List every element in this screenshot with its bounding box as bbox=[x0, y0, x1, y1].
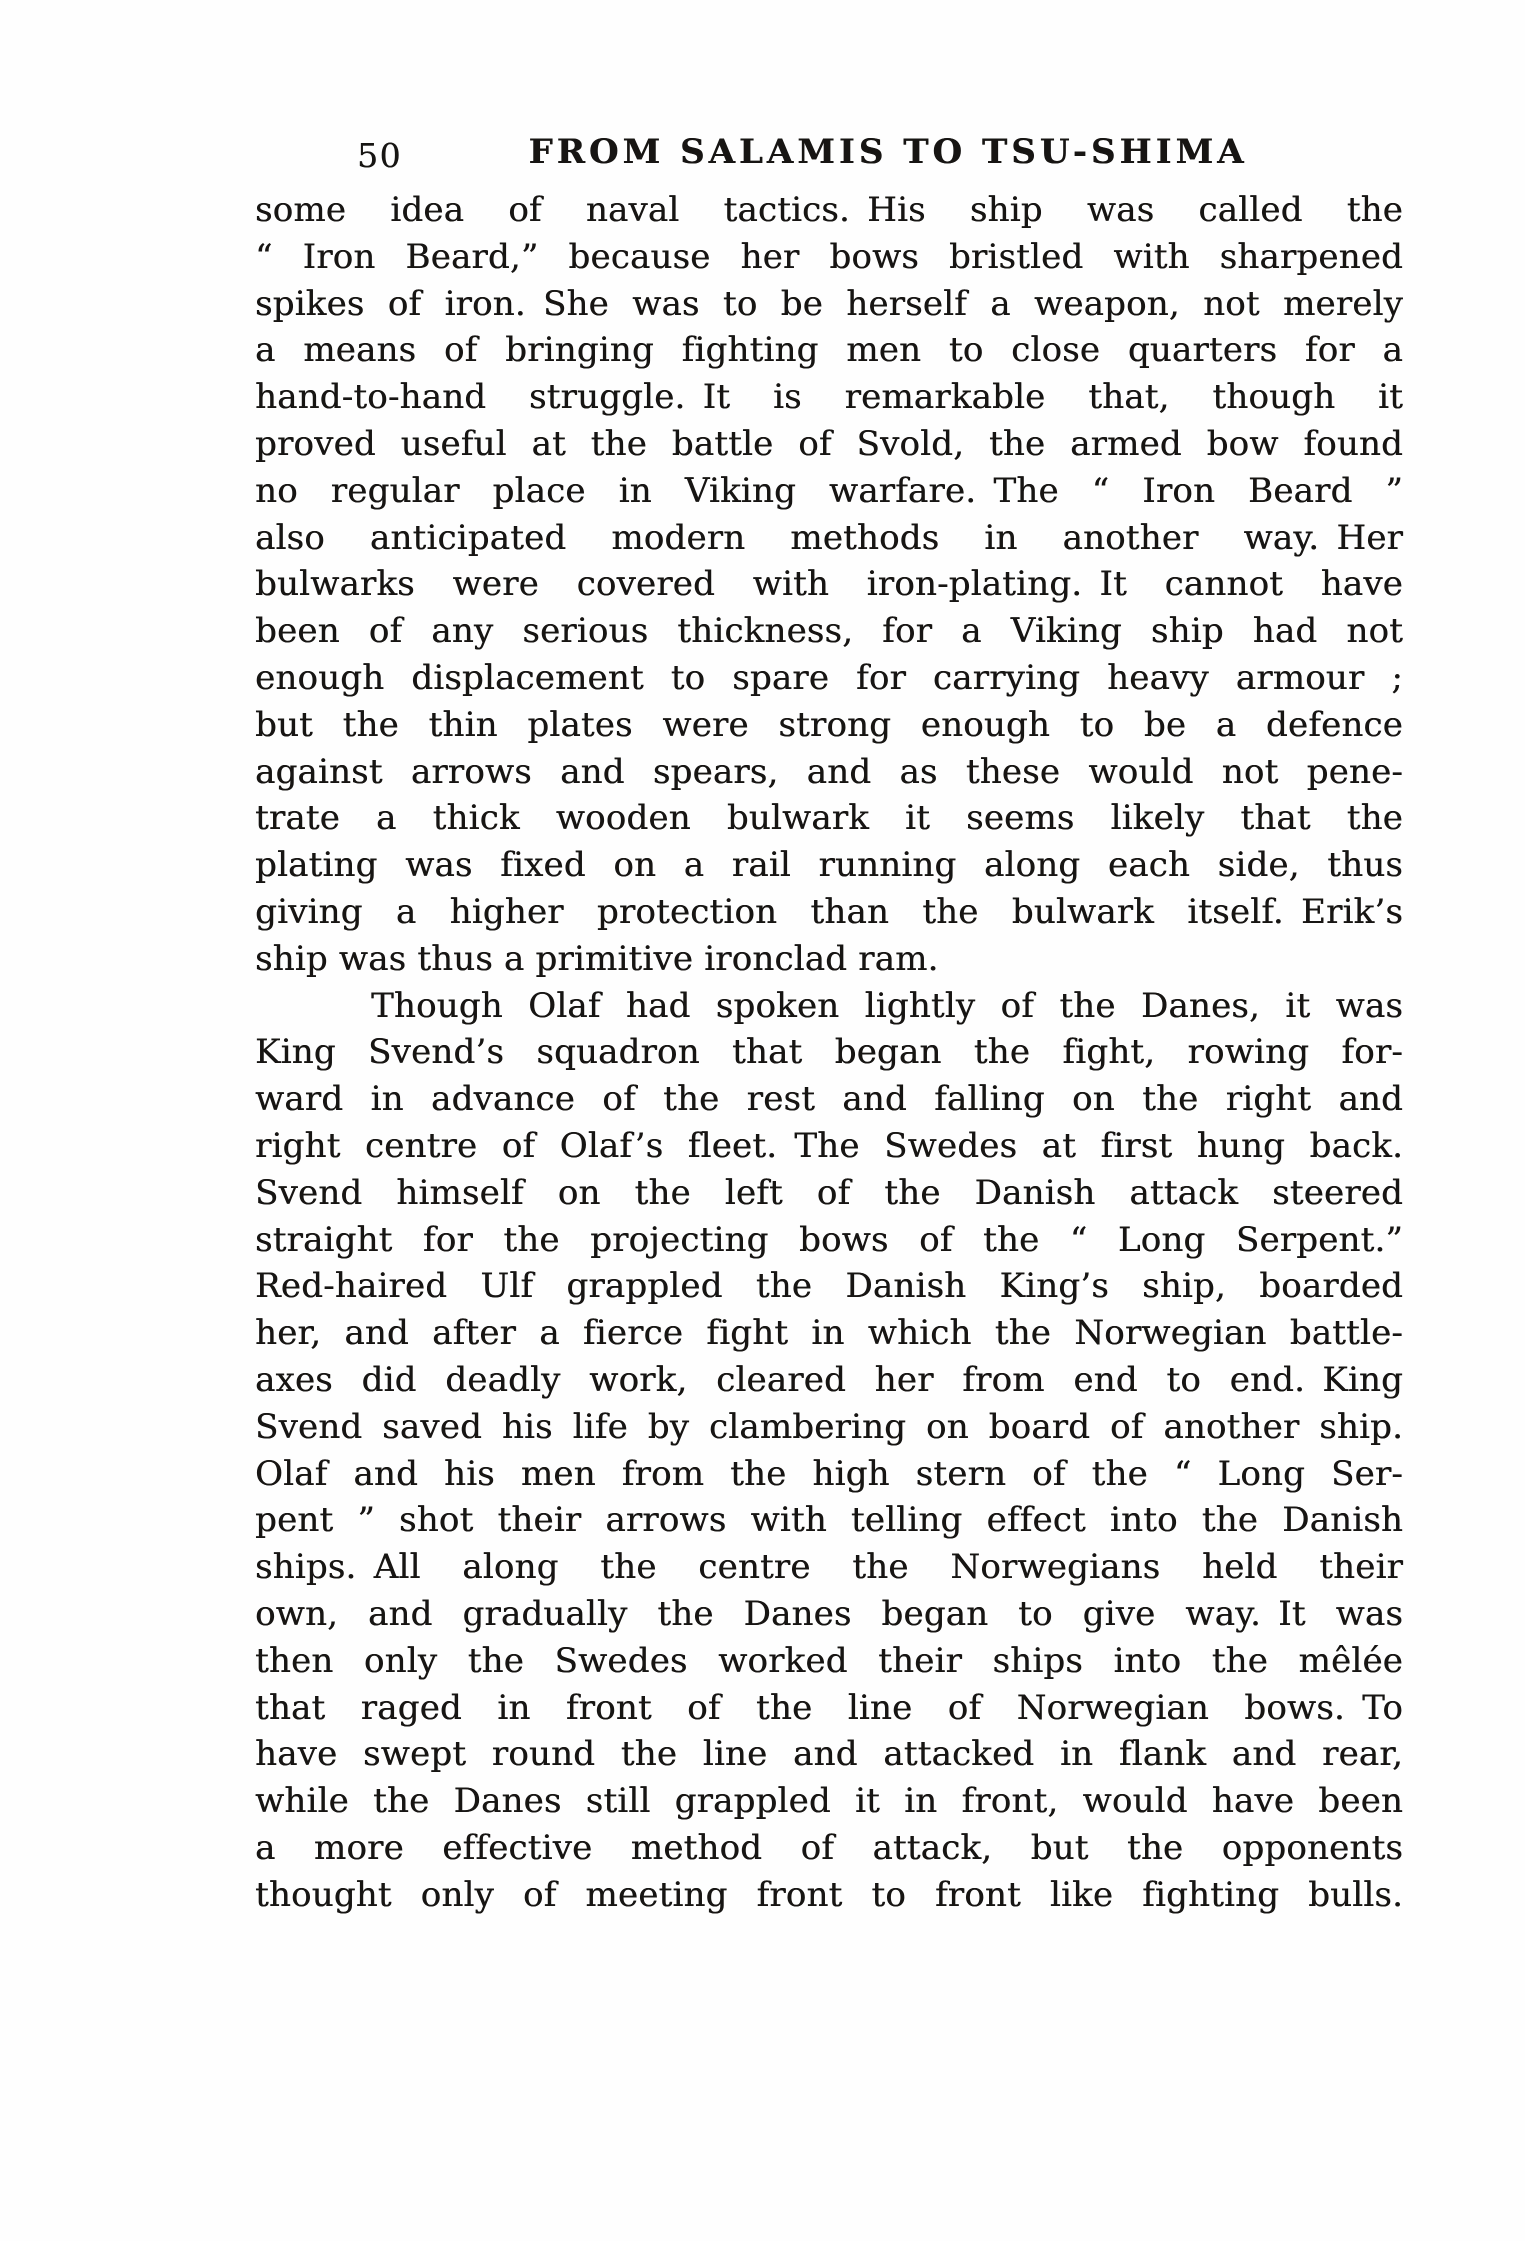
text-line: Olaf and his men from the high stern of the “ Long Ser- bbox=[255, 1453, 1403, 1494]
page-header bbox=[255, 132, 1403, 180]
text-line: enough displacement to spare for carrying heavy armour ; bbox=[255, 657, 1403, 698]
text-line: that raged in front of the line of Norwegian bows. To bbox=[255, 1687, 1403, 1728]
text-line: been of any serious thickness, for a Viking ship had not bbox=[255, 611, 1403, 652]
paragraph bbox=[255, 983, 1403, 1919]
text-line: a more effective method of attack, but the opponents bbox=[255, 1827, 1403, 1868]
text-line: ship was thus a primitive ironclad ram. bbox=[255, 938, 939, 979]
text-line: thought only of meeting front to front like fighting bulls. bbox=[255, 1874, 1403, 1915]
running-title: FROM SALAMIS TO TSU-SHIMA bbox=[528, 132, 1248, 172]
text-line: Svend saved his life by clambering on board of another ship. bbox=[255, 1406, 1403, 1447]
text-line: Red-haired Ulf grappled the Danish King’s ship, boarded bbox=[255, 1266, 1403, 1307]
page-body bbox=[255, 187, 1403, 1918]
text-line: have swept round the line and attacked in flank and rear, bbox=[255, 1734, 1403, 1775]
text-line: own, and gradually the Danes began to give way. It was bbox=[255, 1593, 1403, 1634]
text-line: her, and after a fierce fight in which the Norwegian battle- bbox=[255, 1313, 1403, 1354]
text-line: King Svend’s squadron that began the fight, rowing for- bbox=[255, 1032, 1403, 1073]
text-line: right centre of Olaf’s fleet. The Swedes at first hung back. bbox=[255, 1125, 1403, 1166]
text-line: pent ” shot their arrows with telling effect into the Danish bbox=[255, 1500, 1403, 1541]
text-line: hand-to-hand struggle. It is remarkable that, though it bbox=[255, 377, 1403, 418]
text-line: a means of bringing fighting men to close quarters for a bbox=[255, 330, 1403, 371]
text-line: plating was fixed on a rail running along each side, thus bbox=[255, 845, 1403, 886]
text-line: some idea of naval tactics. His ship was called the bbox=[255, 190, 1403, 230]
text-line: giving a higher protection than the bulwark itself. Erik’s bbox=[255, 891, 1403, 932]
text-line: axes did deadly work, cleared her from end to end. King bbox=[255, 1359, 1403, 1400]
text-line: Svend himself on the left of the Danish attack steered bbox=[255, 1172, 1403, 1213]
paragraph bbox=[255, 187, 1403, 983]
text-line: “ Iron Beard,” because her bows bristled with sharpened bbox=[255, 236, 1403, 277]
text-line: but the thin plates were strong enough to be a defence bbox=[255, 704, 1403, 745]
text-line: also anticipated modern methods in another way. Her bbox=[255, 517, 1403, 558]
text-line: trate a thick wooden bulwark it seems likely that the bbox=[255, 798, 1403, 839]
text-line: Though Olaf had spoken lightly of the Danes, it was bbox=[371, 985, 1403, 1026]
text-line: then only the Swedes worked their ships into the mêlée bbox=[255, 1640, 1403, 1681]
page-number: 50 bbox=[357, 136, 402, 175]
text-line: while the Danes still grappled it in front, would have been bbox=[255, 1781, 1403, 1822]
text-line: ships. All along the centre the Norwegians held their bbox=[255, 1547, 1403, 1588]
text-line: no regular place in Viking warfare. The “ Iron Beard ” bbox=[255, 470, 1403, 511]
text-line: ward in advance of the rest and falling on the right and bbox=[255, 1079, 1403, 1120]
text-line: bulwarks were covered with iron-plating. It cannot have bbox=[255, 564, 1403, 605]
text-line: spikes of iron. She was to be herself a weapon, not merely bbox=[255, 283, 1403, 324]
text-line: straight for the projecting bows of the “ Long Serpent.” bbox=[255, 1219, 1403, 1260]
text-line: against arrows and spears, and as these would not pene- bbox=[255, 751, 1403, 792]
text-line: proved useful at the battle of Svold, the armed bow found bbox=[255, 423, 1403, 464]
